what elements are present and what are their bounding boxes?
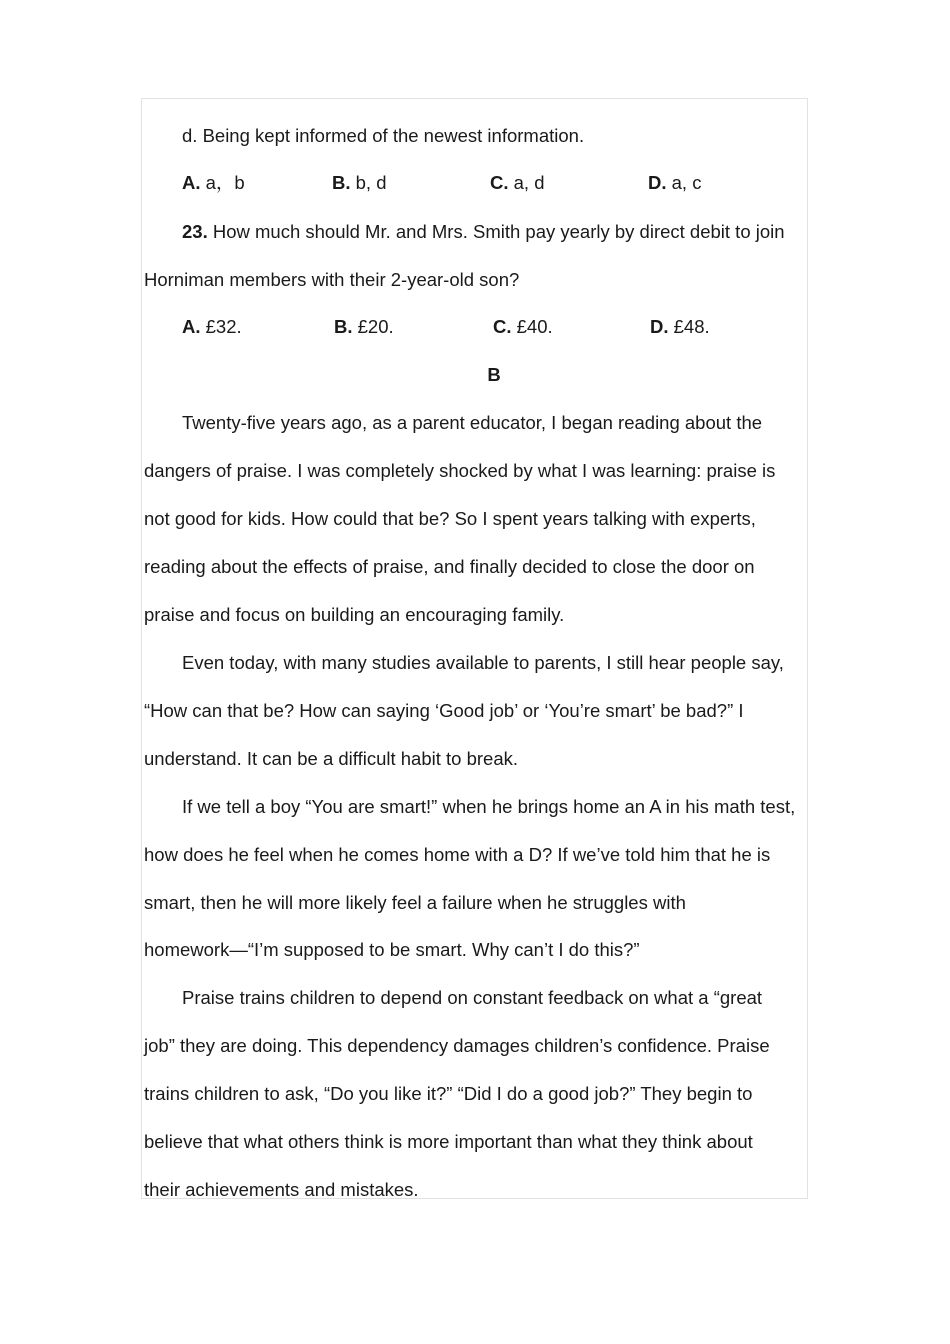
question-text: How much should Mr. and Mrs. Smith pay yearly by direct debit to join (207, 221, 785, 242)
passage-line: smart, then he will more likely feel a failure when he struggles with (144, 892, 686, 913)
passage-line: trains children to ask, “Do you like it?” “Did I do a good job?” They begin to (144, 1083, 753, 1104)
page-border (141, 98, 808, 1199)
passage-line: “How can that be? How can saying ‘Good job’ or ‘You’re smart’ be bad?” I (144, 700, 744, 721)
answer-text: a, c (666, 172, 702, 193)
answer-text: £20. (352, 316, 394, 337)
q22-answer-c[interactable] (490, 172, 545, 194)
question-number: 23. (182, 221, 208, 242)
passage-line: praise and focus on building an encouraging family. (144, 604, 565, 625)
passage-line: Praise trains children to depend on constant feedback on what a “great (182, 987, 763, 1008)
passage-line: dangers of praise. I was completely shocked by what I was learning: praise is (144, 460, 776, 481)
answer-text: a，b (200, 172, 245, 193)
q22-answer-d[interactable] (648, 172, 701, 194)
answer-letter: C. (490, 172, 509, 193)
answer-letter: A. (182, 316, 201, 337)
q22-answer-a[interactable] (182, 172, 245, 194)
answer-text: £48. (668, 316, 710, 337)
q23-question (182, 221, 785, 243)
q22-option-d: d. Being kept informed of the newest information. (182, 125, 585, 146)
answer-text: £32. (200, 316, 242, 337)
answer-letter: B. (334, 316, 353, 337)
q22-answer-b[interactable] (332, 172, 387, 194)
q23-answer-d[interactable] (650, 316, 710, 338)
passage-line: If we tell a boy “You are smart!” when he brings home an A in his math test, (182, 796, 796, 817)
passage-line: believe that what others think is more important than what they think about (144, 1131, 753, 1152)
answer-letter: D. (650, 316, 669, 337)
answer-letter: D. (648, 172, 667, 193)
answer-letter: C. (493, 316, 512, 337)
passage-line: homework—“I’m supposed to be smart. Why can’t I do this?” (144, 939, 640, 960)
answer-text: b, d (350, 172, 387, 193)
q23-answer-a[interactable] (182, 316, 242, 338)
q23-question-cont: Horniman members with their 2-year-old son? (144, 269, 520, 290)
answer-text: a, d (508, 172, 545, 193)
answer-text: £40. (511, 316, 553, 337)
passage-line: reading about the effects of praise, and finally decided to close the door on (144, 556, 755, 577)
q23-answer-c[interactable] (493, 316, 553, 338)
passage-line: not good for kids. How could that be? So I spent years talking with experts, (144, 508, 756, 529)
passage-line: how does he feel when he comes home with a D? If we’ve told him that he is (144, 844, 771, 865)
answer-letter: A. (182, 172, 201, 193)
q23-answer-b[interactable] (334, 316, 394, 338)
passage-line: Twenty-five years ago, as a parent educator, I began reading about the (182, 412, 763, 433)
answer-letter: B. (332, 172, 351, 193)
passage-line: Even today, with many studies available to parents, I still hear people say, (182, 652, 784, 673)
section-heading: B (487, 364, 501, 385)
passage-line: job” they are doing. This dependency damages children’s confidence. Praise (144, 1035, 770, 1056)
passage-line: understand. It can be a difficult habit to break. (144, 748, 519, 769)
passage-line: their achievements and mistakes. (144, 1179, 419, 1200)
